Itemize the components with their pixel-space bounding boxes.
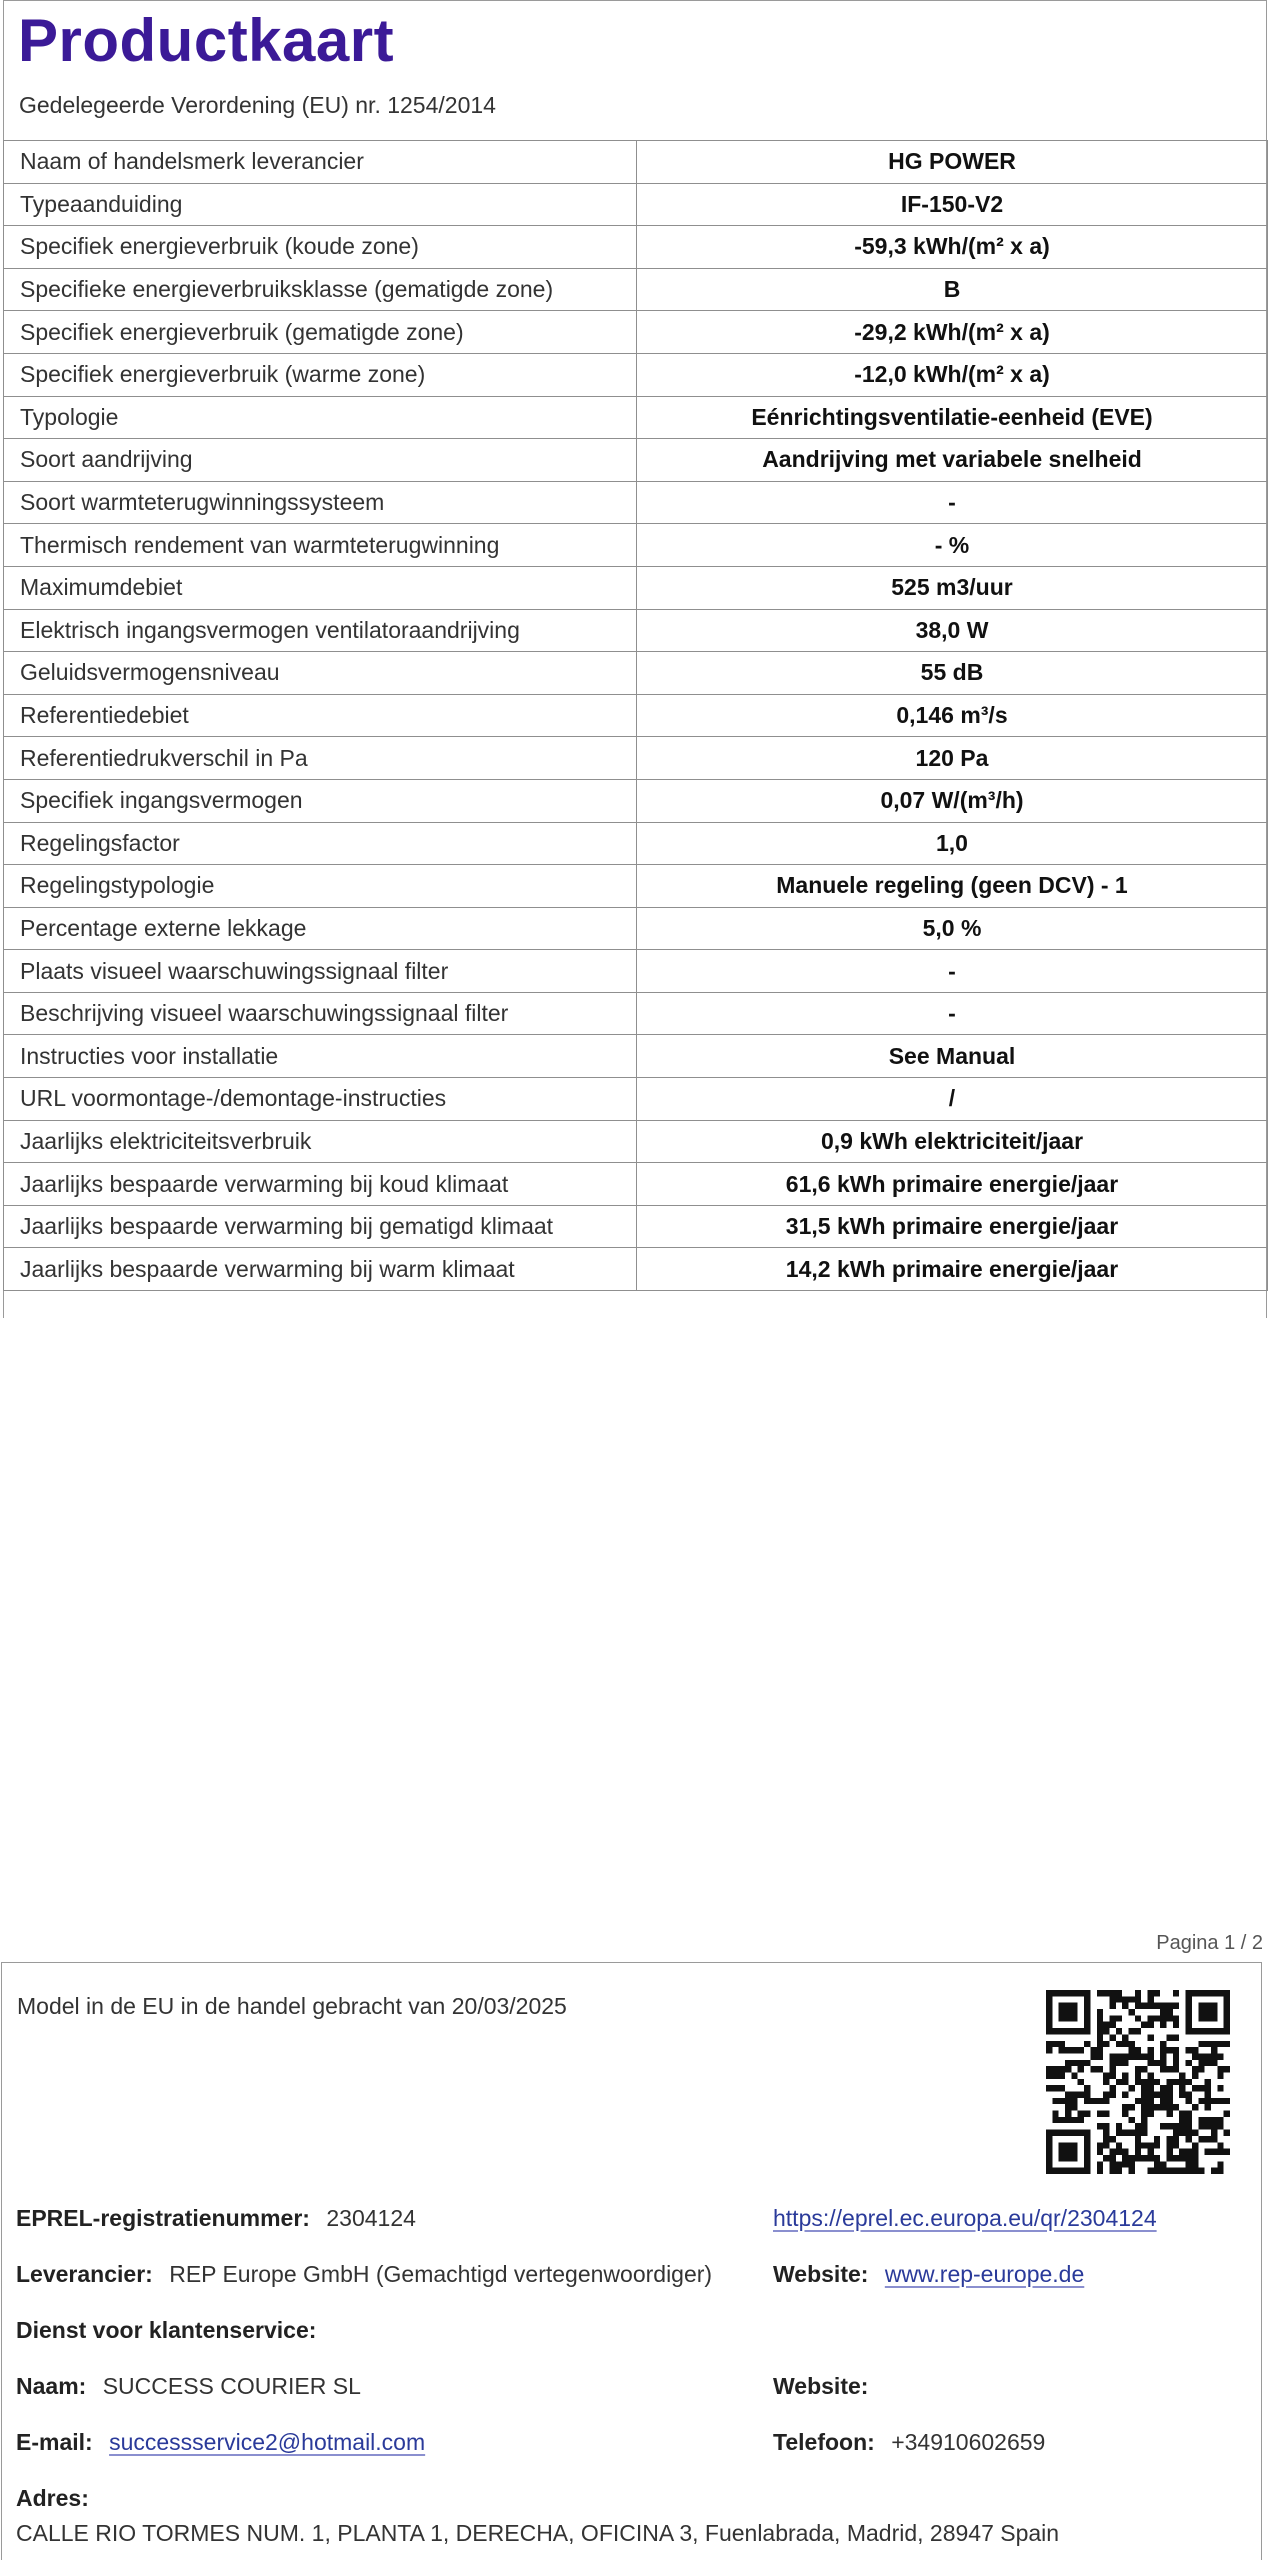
eprel-row: [16, 2205, 416, 2232]
supplier-value: REP Europe GmbH (Gemachtigd vertegenwoordiger): [169, 2261, 713, 2287]
spec-label: Typologie: [4, 396, 637, 439]
spec-row: [4, 1120, 1268, 1163]
service-name-value: SUCCESS COURIER SL: [102, 2373, 361, 2399]
service-address-label: Adres:: [16, 2485, 89, 2511]
spec-value: 5,0 %: [637, 907, 1268, 950]
service-email-row: [16, 2429, 425, 2456]
spec-value: /: [637, 1078, 1268, 1121]
spec-value: 525 m3/uur: [637, 566, 1268, 609]
spec-row: [4, 779, 1268, 822]
spec-row: [4, 907, 1268, 950]
eprel-link[interactable]: https://eprel.ec.europa.eu/qr/2304124: [773, 2205, 1157, 2231]
spec-label: Beschrijving visueel waarschuwingssignaal filter: [4, 992, 637, 1035]
spec-value: - %: [637, 524, 1268, 567]
spec-value: HG POWER: [637, 141, 1268, 184]
spec-value: 55 dB: [637, 652, 1268, 695]
service-email-label: E-mail:: [16, 2429, 93, 2455]
spec-label: Soort aandrijving: [4, 439, 637, 482]
spec-row: [4, 1163, 1268, 1206]
qr-code-icon[interactable]: [1046, 1990, 1230, 2174]
spec-row: [4, 609, 1268, 652]
supplier-website-row: [773, 2261, 1084, 2288]
spec-label: Specifiek energieverbruik (warme zone): [4, 353, 637, 396]
spec-row: [4, 865, 1268, 908]
spec-row: [4, 694, 1268, 737]
spec-row: [4, 652, 1268, 695]
spec-row: [4, 1035, 1268, 1078]
spec-label: Geluidsvermogensniveau: [4, 652, 637, 695]
market-date-text: Model in de EU in de handel gebracht van 20/03/2025: [17, 1993, 567, 2019]
service-heading: Dienst voor klantenservice:: [16, 2317, 317, 2343]
spec-row: [4, 1248, 1268, 1291]
spec-table-body: [4, 141, 1268, 1291]
spec-value: Manuele regeling (geen DCV) - 1: [637, 865, 1268, 908]
spec-row: [4, 481, 1268, 524]
spec-row: [4, 737, 1268, 780]
spec-row: [4, 1205, 1268, 1248]
eprel-label: EPREL-registratienummer:: [16, 2205, 310, 2231]
spec-label: URL voormontage-/demontage-instructies: [4, 1078, 637, 1121]
spec-label: Regelingsfactor: [4, 822, 637, 865]
spec-value: -12,0 kWh/(m² x a): [637, 353, 1268, 396]
spec-value: See Manual: [637, 1035, 1268, 1078]
spec-label: Elektrisch ingangsvermogen ventilatoraandrijving: [4, 609, 637, 652]
spec-value: 0,146 m³/s: [637, 694, 1268, 737]
spec-row: [4, 396, 1268, 439]
spec-row: [4, 524, 1268, 567]
service-phone-value: +34910602659: [891, 2429, 1046, 2455]
spec-label: Jaarlijks bespaarde verwarming bij gematigd klimaat: [4, 1205, 637, 1248]
spec-value: 14,2 kWh primaire energie/jaar: [637, 1248, 1268, 1291]
service-phone-row: [773, 2429, 1045, 2456]
spec-label: Maximumdebiet: [4, 566, 637, 609]
spec-label: Jaarlijks elektriciteitsverbruik: [4, 1120, 637, 1163]
service-email-link[interactable]: successservice2@hotmail.com: [109, 2429, 426, 2455]
spec-label: Specifiek energieverbruik (koude zone): [4, 226, 637, 269]
spec-value: 1,0: [637, 822, 1268, 865]
spec-value: 120 Pa: [637, 737, 1268, 780]
regulation-subtitle: Gedelegeerde Verordening (EU) nr. 1254/2014: [19, 92, 496, 118]
spec-row: [4, 353, 1268, 396]
spec-label: Percentage externe lekkage: [4, 907, 637, 950]
supplier-row: [16, 2261, 712, 2288]
service-website-label: Website:: [773, 2373, 869, 2399]
page-title: Productkaart: [18, 7, 395, 74]
spec-label: Thermisch rendement van warmteterugwinning: [4, 524, 637, 567]
spec-value: -59,3 kWh/(m² x a): [637, 226, 1268, 269]
spec-row: [4, 992, 1268, 1035]
spec-value: IF-150-V2: [637, 183, 1268, 226]
spec-label: Regelingstypologie: [4, 865, 637, 908]
spec-label: Specifieke energieverbruiksklasse (gematigde zone): [4, 268, 637, 311]
spec-label: Plaats visueel waarschuwingssignaal filter: [4, 950, 637, 993]
spec-row: [4, 566, 1268, 609]
spec-row: [4, 1078, 1268, 1121]
spec-value: 38,0 W: [637, 609, 1268, 652]
service-name-label: Naam:: [16, 2373, 87, 2399]
spec-label: Referentiedrukverschil in Pa: [4, 737, 637, 780]
spec-value: -: [637, 992, 1268, 1035]
spec-value: 61,6 kWh primaire energie/jaar: [637, 1163, 1268, 1206]
service-address-value: CALLE RIO TORMES NUM. 1, PLANTA 1, DERECHA, OFICINA 3, Fuenlabrada, Madrid, 28947 Spain: [16, 2520, 1060, 2546]
supplier-website-link[interactable]: www.rep-europe.de: [884, 2261, 1085, 2287]
spec-label: Referentiedebiet: [4, 694, 637, 737]
spec-value: 0,9 kWh elektriciteit/jaar: [637, 1120, 1268, 1163]
spec-row: [4, 268, 1268, 311]
spec-value: Aandrijving met variabele snelheid: [637, 439, 1268, 482]
spec-row: [4, 183, 1268, 226]
spec-label: Specifiek ingangsvermogen: [4, 779, 637, 822]
spec-row: [4, 950, 1268, 993]
page-number: Pagina 1 / 2: [1156, 1932, 1263, 1954]
spec-label: Naam of handelsmerk leverancier: [4, 141, 637, 184]
spec-label: Soort warmteterugwinningssysteem: [4, 481, 637, 524]
spec-row: [4, 439, 1268, 482]
spec-value: Eénrichtingsventilatie-eenheid (EVE): [637, 396, 1268, 439]
supplier-website-label: Website:: [773, 2261, 869, 2287]
service-phone-label: Telefoon:: [773, 2429, 875, 2455]
spec-value: -: [637, 481, 1268, 524]
spec-row: [4, 311, 1268, 354]
spec-value: B: [637, 268, 1268, 311]
spec-table: [3, 140, 1268, 1291]
spec-label: Typeaanduiding: [4, 183, 637, 226]
spec-row: [4, 822, 1268, 865]
spec-label: Jaarlijks bespaarde verwarming bij warm klimaat: [4, 1248, 637, 1291]
spec-row: [4, 141, 1268, 184]
spec-label: Jaarlijks bespaarde verwarming bij koud klimaat: [4, 1163, 637, 1206]
eprel-number: 2304124: [326, 2205, 416, 2231]
supplier-label: Leverancier:: [16, 2261, 153, 2287]
spec-label: Instructies voor installatie: [4, 1035, 637, 1078]
spec-label: Specifiek energieverbruik (gematigde zone): [4, 311, 637, 354]
spec-value: 31,5 kWh primaire energie/jaar: [637, 1205, 1268, 1248]
spec-value: -: [637, 950, 1268, 993]
spec-value: 0,07 W/(m³/h): [637, 779, 1268, 822]
spec-value: -29,2 kWh/(m² x a): [637, 311, 1268, 354]
service-name-row: [16, 2373, 361, 2400]
spec-row: [4, 226, 1268, 269]
